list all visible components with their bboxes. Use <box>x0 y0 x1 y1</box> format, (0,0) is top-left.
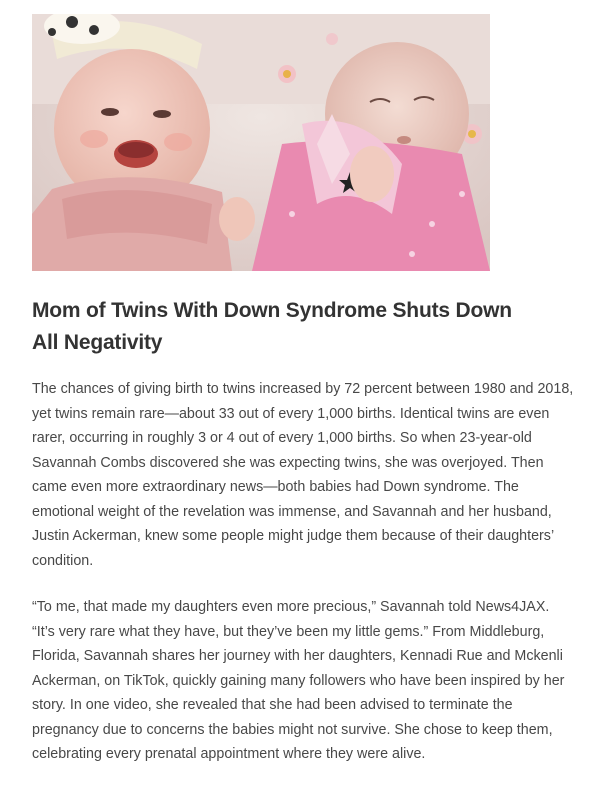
article-paragraph: “To me, that made my daughters even more precious,” Savannah told News4JAX. “It’s very rare what they have, but they’ve been my little gems.” From Middleburg, Florida, Savannah shares her journey with her daughters, Kennadi Rue and Mckenli Ackerman, on TikTok, quickly gaining many followers who have been inspired by her story. In one video, she revealed that she had been advised to terminate the pregnancy due to concerns the babies might not survive. She chose to keep them, celebrating every prenatal appointment where they were alive. <box>32 599 565 762</box>
article-paragraph: The chances of giving birth to twins increased by 72 percent between 1980 and 2018, yet twins remain rare—about 33 out of every 1,000 births. Identical twins are even rarer, occurring in roughly 3 or 4 out of every 1,000 births. So when 23-year-old Savannah Combs discovered she was expecting twins, she was overjoyed. Then came even more extraordinary news—both babies had Down syndrome. The emotional weight of the revelation was immense, and Savannah and her husband, Justin Ackerman, knew some people might judge them because of their daughters’ condition. <box>32 381 574 569</box>
article-headline: Mom of Twins With Down Syndrome Shuts Down All Negativity <box>32 299 512 354</box>
twin-babies-photo <box>32 14 490 271</box>
article <box>32 14 580 767</box>
hero-image <box>32 14 490 271</box>
